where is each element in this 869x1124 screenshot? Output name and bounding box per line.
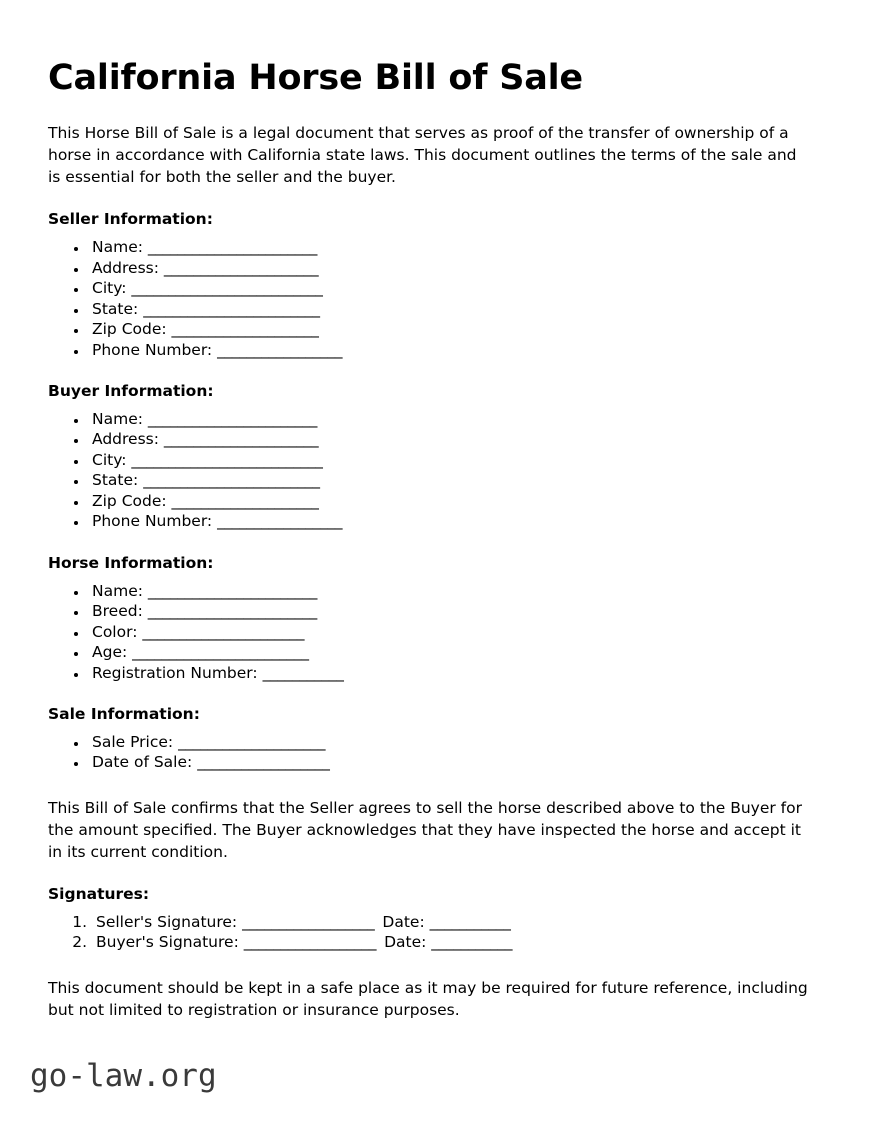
field-blank[interactable]: _____________________ (163, 258, 319, 277)
signature-label: Buyer's Signature: (96, 933, 239, 952)
field-label: Zip Code: (92, 491, 167, 510)
field-blank[interactable]: ____________________ (171, 491, 319, 510)
field-blank[interactable]: ________________________ (143, 299, 320, 318)
horse-fields-list (48, 581, 821, 683)
field-blank[interactable]: ______________________ (142, 622, 305, 641)
sale-information-heading: Sale Information: (48, 704, 200, 723)
signature-blank[interactable]: __________________ (242, 912, 375, 931)
field-label: Zip Code: (92, 320, 167, 339)
seller-fields-list (48, 237, 821, 360)
list-item (88, 409, 821, 429)
list-item (88, 340, 821, 360)
date-label: Date: (382, 912, 425, 931)
list-item (88, 732, 821, 752)
field-blank[interactable]: _________________ (217, 512, 343, 531)
field-label: Address: (92, 258, 159, 277)
field-blank[interactable]: __________________ (197, 753, 330, 772)
list-item (92, 912, 821, 932)
horse-information-heading: Horse Information: (48, 553, 214, 572)
field-label: Age: (92, 643, 128, 662)
page-title: California Horse Bill of Sale (48, 58, 583, 98)
field-label: Name: (92, 581, 143, 600)
list-item (92, 932, 821, 952)
site-watermark: go-law.org (30, 1058, 217, 1094)
field-blank[interactable]: _______________________ (147, 581, 317, 600)
field-label: Color: (92, 622, 138, 641)
field-blank[interactable]: ________________________ (132, 643, 309, 662)
field-label: Breed: (92, 602, 143, 621)
list-item (88, 237, 821, 257)
signatures-heading: Signatures: (48, 884, 150, 903)
date-label: Date: (384, 933, 427, 952)
list-item (88, 429, 821, 449)
field-label: Phone Number: (92, 512, 213, 531)
confirmation-paragraph: This Bill of Sale confirms that the Seller agrees to sell the horse described above to the Buyer for the amount specified. The Buyer acknowledges that they have inspected the horse and accept it in its current condition. (48, 798, 802, 861)
list-item (88, 752, 821, 772)
field-blank[interactable]: _____________________ (163, 430, 319, 449)
field-blank[interactable]: __________________________ (131, 279, 323, 298)
list-item (88, 278, 821, 298)
buyer-fields-list (48, 409, 821, 532)
list-item (88, 663, 821, 683)
field-blank[interactable]: __________________________ (131, 450, 323, 469)
field-blank[interactable]: _______________________ (147, 409, 317, 428)
list-item (88, 450, 821, 470)
field-label: State: (92, 299, 139, 318)
field-blank[interactable]: _______________________ (147, 602, 317, 621)
field-blank[interactable]: ____________________ (171, 320, 319, 339)
field-label: Sale Price: (92, 732, 174, 751)
list-item (88, 601, 821, 621)
list-item (88, 642, 821, 662)
intro-paragraph: This Horse Bill of Sale is a legal document that serves as proof of the transfer of ownership of a horse in accordance with California state laws. This document outlines the terms of the sale and is essential for both the seller and the buyer. (48, 124, 797, 187)
list-item (88, 470, 821, 490)
date-blank[interactable]: ___________ (431, 933, 513, 952)
field-blank[interactable]: _________________ (217, 340, 343, 359)
list-item (88, 258, 821, 278)
field-blank[interactable]: _______________________ (147, 238, 317, 257)
list-item (88, 581, 821, 601)
field-label: Date of Sale: (92, 753, 193, 772)
sale-fields-list (48, 732, 821, 773)
list-item (88, 299, 821, 319)
field-label: Name: (92, 238, 143, 257)
field-blank[interactable]: ____________________ (178, 732, 326, 751)
field-label: Address: (92, 430, 159, 449)
field-label: Phone Number: (92, 340, 213, 359)
list-item (88, 319, 821, 339)
field-label: State: (92, 471, 139, 490)
field-blank[interactable]: ________________________ (143, 471, 320, 490)
signature-label: Seller's Signature: (96, 912, 238, 931)
field-label: Registration Number: (92, 663, 258, 682)
field-blank[interactable]: ___________ (262, 663, 344, 682)
date-blank[interactable]: ___________ (429, 912, 511, 931)
field-label: Name: (92, 409, 143, 428)
signature-blank[interactable]: __________________ (243, 933, 377, 952)
list-item (88, 491, 821, 511)
closing-paragraph: This document should be kept in a safe place as it may be required for future reference, including but not limited to registration or insurance purposes. (48, 978, 808, 1019)
field-label: City: (92, 279, 127, 298)
list-item (88, 511, 821, 531)
buyer-information-heading: Buyer Information: (48, 381, 214, 400)
seller-information-heading: Seller Information: (48, 210, 213, 229)
field-label: City: (92, 450, 127, 469)
signatures-list (48, 912, 821, 953)
list-item (88, 622, 821, 642)
